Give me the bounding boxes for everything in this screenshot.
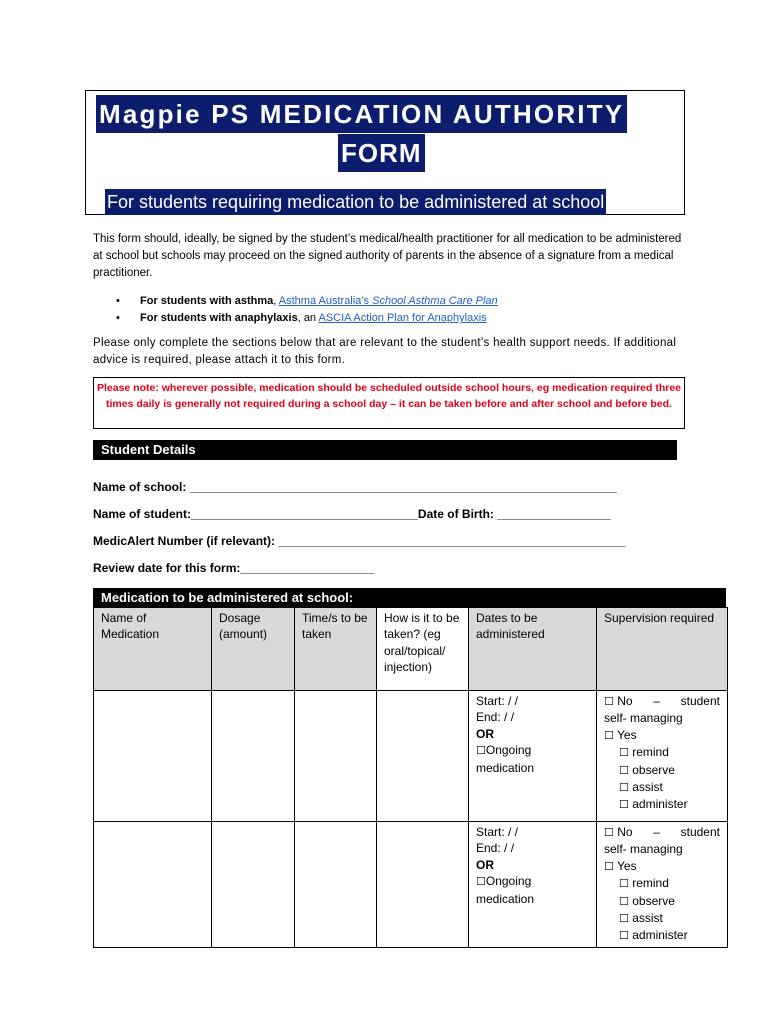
- table-header-row: [94, 608, 728, 691]
- bullet-anaphylaxis-label: For students with anaphylaxis: [140, 312, 298, 324]
- administer-label: administer: [632, 797, 688, 812]
- form-title-line-1: Magpie PS MEDICATION AUTHORITY: [96, 95, 627, 133]
- or-label: OR: [476, 857, 494, 872]
- medication-table: [93, 607, 728, 948]
- time-cell[interactable]: [295, 822, 377, 948]
- supervision-yes-option[interactable]: [604, 727, 720, 744]
- medication-name-cell[interactable]: [94, 691, 212, 822]
- ongoing-option[interactable]: [476, 742, 589, 776]
- col-header-dosage: Dosage (amount): [212, 608, 295, 691]
- supervision-cell: [597, 691, 728, 822]
- dash: –: [653, 694, 660, 708]
- yes-label: Yes: [617, 858, 637, 873]
- start-date-field[interactable]: Start: / /: [476, 694, 519, 708]
- end-date-field[interactable]: End: / /: [476, 841, 515, 856]
- dates-cell: [469, 691, 597, 822]
- bullet-separator: ,: [273, 295, 279, 307]
- option-observe[interactable]: [604, 762, 720, 779]
- medicalert-number-field[interactable]: MedicAlert Number (if relevant): ____________________________________________________: [93, 534, 626, 548]
- please-note-box: Please note: wherever possible, medication should be scheduled outside school hours, eg medication required three times daily is generally not required during a school day – it can be taken before and after school and before bed.: [93, 377, 685, 429]
- dosage-cell[interactable]: [212, 691, 295, 822]
- student-label: student: [680, 825, 720, 839]
- option-administer[interactable]: [604, 796, 720, 813]
- title-box: [85, 90, 685, 215]
- checkbox-icon[interactable]: ☐: [619, 929, 629, 943]
- checkbox-icon[interactable]: ☐: [604, 728, 614, 742]
- col-header-method: How is it to be taken? (eg oral/topical/ injection): [377, 608, 469, 691]
- medication-name-cell[interactable]: [94, 822, 212, 948]
- checkbox-icon[interactable]: ☐: [476, 744, 486, 758]
- dates-cell: [469, 822, 597, 948]
- time-cell[interactable]: [295, 691, 377, 822]
- checkbox-icon[interactable]: ☐: [619, 798, 629, 812]
- checkbox-icon[interactable]: ☐: [604, 826, 614, 839]
- administer-label: administer: [632, 928, 688, 943]
- col-header-dates: Dates to be administered: [469, 608, 597, 691]
- checkbox-icon[interactable]: ☐: [619, 912, 629, 926]
- ascia-action-plan-link[interactable]: ASCIA Action Plan for Anaphylaxis: [318, 312, 487, 324]
- review-date-field[interactable]: Review date for this form:____________________: [93, 561, 374, 575]
- checkbox-icon[interactable]: ☐: [476, 875, 486, 889]
- bullet-dot-icon: •: [116, 312, 120, 324]
- yes-label: Yes: [617, 727, 637, 742]
- supervision-yes-option[interactable]: [604, 858, 720, 875]
- checkbox-icon[interactable]: ☐: [604, 695, 614, 708]
- option-remind[interactable]: [604, 744, 720, 761]
- school-name-field[interactable]: Name of school: ________________________________________________________________: [93, 480, 617, 494]
- option-observe[interactable]: [604, 893, 720, 910]
- method-cell[interactable]: [377, 691, 469, 822]
- checkbox-icon[interactable]: ☐: [619, 877, 629, 891]
- intro-paragraph: This form should, ideally, be signed by the student’s medical/health practitioner for all medication to be administered at school but schools may proceed on the signed authority of parents in the absence of a signature from a medical practitioner.: [93, 233, 682, 279]
- observe-label: observe: [632, 762, 675, 777]
- start-date-field[interactable]: Start: / /: [476, 825, 519, 839]
- option-administer[interactable]: [604, 927, 720, 944]
- bullet-separator: , an: [297, 312, 319, 324]
- col-header-time: Time/s to be taken: [295, 608, 377, 691]
- link-text[interactable]: Asthma Australia’s: [278, 295, 373, 307]
- col-header-name: Name of Medication: [94, 608, 212, 691]
- method-cell[interactable]: [377, 822, 469, 948]
- assist-label: assist: [632, 911, 663, 926]
- link-italic-text[interactable]: School Asthma Care Plan: [372, 295, 498, 307]
- checkbox-icon[interactable]: ☐: [619, 894, 629, 908]
- self-managing-label: self- managing: [604, 842, 683, 857]
- asthma-care-plan-link[interactable]: [279, 295, 498, 307]
- form-title-line-2: FORM: [338, 134, 425, 172]
- table-row: [94, 691, 728, 822]
- instructions-paragraph: Please only complete the sections below that are relevant to the student’s health support needs. If additional advice is required, please attach it to this form.: [93, 337, 677, 366]
- supervision-no-option[interactable]: [604, 824, 720, 841]
- or-label: OR: [476, 726, 494, 741]
- checkbox-icon[interactable]: ☐: [619, 781, 629, 795]
- no-label: No: [617, 694, 633, 708]
- student-name-dob-field[interactable]: Name of student:__________________________________Date of Birth: _________________: [93, 507, 611, 521]
- remind-label: remind: [632, 745, 669, 760]
- ongoing-label: Ongoing medication: [476, 743, 535, 775]
- checkbox-icon[interactable]: ☐: [619, 763, 629, 777]
- option-remind[interactable]: [604, 875, 720, 892]
- checkbox-icon[interactable]: ☐: [619, 746, 629, 760]
- dosage-cell[interactable]: [212, 822, 295, 948]
- table-row: [94, 822, 728, 948]
- option-assist[interactable]: [604, 910, 720, 927]
- assist-label: assist: [632, 780, 663, 795]
- supervision-cell: [597, 822, 728, 948]
- ongoing-label: Ongoing medication: [476, 874, 535, 906]
- checkbox-icon[interactable]: ☐: [604, 859, 614, 873]
- bullet-dot-icon: •: [116, 295, 120, 307]
- self-managing-label: self- managing: [604, 711, 683, 726]
- dash: –: [653, 825, 660, 839]
- form-subtitle: For students requiring medication to be administered at school: [105, 189, 606, 215]
- medication-heading: Medication to be administered at school:: [93, 588, 726, 608]
- student-details-heading: Student Details: [93, 440, 677, 460]
- end-date-field[interactable]: End: / /: [476, 710, 515, 725]
- option-assist[interactable]: [604, 779, 720, 796]
- bullet-asthma-label: For students with asthma: [140, 295, 274, 307]
- observe-label: observe: [632, 893, 675, 908]
- ongoing-option[interactable]: [476, 873, 589, 907]
- no-label: No: [617, 825, 633, 839]
- col-header-supervision: Supervision required: [597, 608, 728, 691]
- supervision-no-option[interactable]: [604, 693, 720, 710]
- student-label: student: [680, 694, 720, 708]
- remind-label: remind: [632, 876, 669, 891]
